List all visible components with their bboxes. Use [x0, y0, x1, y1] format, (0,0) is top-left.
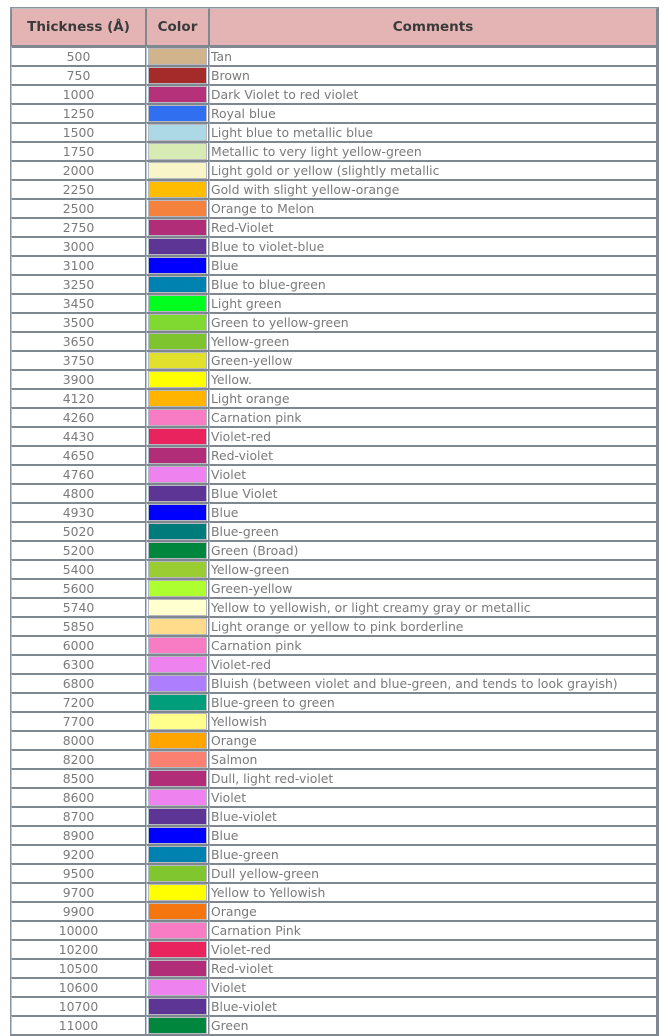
color-swatch — [148, 846, 207, 863]
comment-cell: Yellow-green — [209, 331, 657, 350]
thickness-cell: 2000 — [11, 160, 146, 179]
color-cell — [146, 312, 209, 331]
color-swatch — [148, 314, 207, 331]
thickness-cell: 8600 — [11, 787, 146, 806]
comment-cell: Yellow to Yellowish — [209, 882, 657, 901]
table-row — [11, 578, 657, 597]
color-swatch — [148, 960, 207, 977]
color-cell — [146, 559, 209, 578]
color-swatch — [148, 941, 207, 958]
color-swatch — [148, 656, 207, 673]
color-cell — [146, 768, 209, 787]
color-cell — [146, 958, 209, 977]
thickness-cell: 8900 — [11, 825, 146, 844]
thickness-cell: 10500 — [11, 958, 146, 977]
thickness-cell: 4430 — [11, 426, 146, 445]
table-row — [11, 521, 657, 540]
color-swatch — [148, 922, 207, 939]
color-cell — [146, 255, 209, 274]
color-cell — [146, 825, 209, 844]
table-row — [11, 350, 657, 369]
color-cell — [146, 407, 209, 426]
thickness-cell: 5400 — [11, 559, 146, 578]
table-row — [11, 540, 657, 559]
color-swatch — [148, 808, 207, 825]
color-cell — [146, 179, 209, 198]
thickness-cell: 10200 — [11, 939, 146, 958]
table-row — [11, 901, 657, 920]
comment-cell: Violet — [209, 464, 657, 483]
color-cell — [146, 46, 209, 65]
thickness-cell: 6300 — [11, 654, 146, 673]
color-cell — [146, 122, 209, 141]
color-cell — [146, 996, 209, 1015]
color-swatch — [148, 200, 207, 217]
color-cell — [146, 369, 209, 388]
thickness-color-table-container — [10, 7, 659, 1036]
color-swatch — [148, 580, 207, 597]
thickness-cell: 3100 — [11, 255, 146, 274]
comment-cell: Blue-green — [209, 521, 657, 540]
comment-cell: Dull yellow-green — [209, 863, 657, 882]
table-header-row — [11, 8, 657, 46]
color-cell — [146, 502, 209, 521]
thickness-cell: 8200 — [11, 749, 146, 768]
color-swatch — [148, 542, 207, 559]
thickness-cell: 3900 — [11, 369, 146, 388]
color-swatch — [148, 276, 207, 293]
color-cell — [146, 426, 209, 445]
color-cell — [146, 882, 209, 901]
thickness-cell: 5740 — [11, 597, 146, 616]
color-cell — [146, 730, 209, 749]
comment-cell: Gold with slight yellow-orange — [209, 179, 657, 198]
table-row — [11, 426, 657, 445]
color-swatch — [148, 523, 207, 540]
thickness-cell: 1250 — [11, 103, 146, 122]
thickness-cell: 6800 — [11, 673, 146, 692]
table-row — [11, 958, 657, 977]
table-row — [11, 711, 657, 730]
thickness-cell: 3750 — [11, 350, 146, 369]
comment-cell: Blue-violet — [209, 996, 657, 1015]
color-swatch — [148, 124, 207, 141]
header-comments: Comments — [209, 8, 657, 46]
table-row — [11, 141, 657, 160]
thickness-cell: 4760 — [11, 464, 146, 483]
color-swatch — [148, 751, 207, 768]
comment-cell: Orange to Melon — [209, 198, 657, 217]
thickness-cell: 5850 — [11, 616, 146, 635]
comment-cell: Blue to blue-green — [209, 274, 657, 293]
table-row — [11, 274, 657, 293]
color-swatch — [148, 504, 207, 521]
header-thickness: Thickness (Å) — [11, 8, 146, 46]
table-row — [11, 46, 657, 65]
table-row — [11, 692, 657, 711]
thickness-cell: 1750 — [11, 141, 146, 160]
comment-cell: Light orange — [209, 388, 657, 407]
color-cell — [146, 901, 209, 920]
table-row — [11, 483, 657, 502]
table-row — [11, 635, 657, 654]
comment-cell: Tan — [209, 46, 657, 65]
color-cell — [146, 217, 209, 236]
color-swatch — [148, 333, 207, 350]
color-swatch — [148, 789, 207, 806]
color-swatch — [148, 903, 207, 920]
comment-cell: Dull, light red-violet — [209, 768, 657, 787]
color-swatch — [148, 162, 207, 179]
color-swatch — [148, 637, 207, 654]
table-row — [11, 825, 657, 844]
thickness-cell: 5200 — [11, 540, 146, 559]
table-row — [11, 312, 657, 331]
color-swatch — [148, 466, 207, 483]
comment-cell: Yellow to yellowish, or light creamy gray or metallic — [209, 597, 657, 616]
thickness-cell: 3500 — [11, 312, 146, 331]
color-swatch — [148, 694, 207, 711]
table-row — [11, 122, 657, 141]
color-swatch — [148, 561, 207, 578]
table-row — [11, 1015, 657, 1034]
comment-cell: Green — [209, 1015, 657, 1034]
color-swatch — [148, 732, 207, 749]
comment-cell: Violet — [209, 977, 657, 996]
table-body — [11, 46, 657, 1034]
comment-cell: Violet-red — [209, 654, 657, 673]
color-cell — [146, 464, 209, 483]
color-cell — [146, 350, 209, 369]
color-cell — [146, 445, 209, 464]
table-row — [11, 293, 657, 312]
comment-cell: Light orange or yellow to pink borderline — [209, 616, 657, 635]
thickness-cell: 9200 — [11, 844, 146, 863]
color-swatch — [148, 67, 207, 84]
color-swatch — [148, 884, 207, 901]
color-swatch — [148, 827, 207, 844]
thickness-cell: 4120 — [11, 388, 146, 407]
table-row — [11, 198, 657, 217]
thickness-cell: 750 — [11, 65, 146, 84]
comment-cell: Dark Violet to red violet — [209, 84, 657, 103]
comment-cell: Yellow. — [209, 369, 657, 388]
color-cell — [146, 274, 209, 293]
thickness-cell: 9900 — [11, 901, 146, 920]
comment-cell: Light green — [209, 293, 657, 312]
table-row — [11, 445, 657, 464]
table-row — [11, 597, 657, 616]
color-swatch — [148, 219, 207, 236]
table-row — [11, 730, 657, 749]
comment-cell: Blue — [209, 255, 657, 274]
comment-cell: Violet-red — [209, 939, 657, 958]
thickness-cell: 2250 — [11, 179, 146, 198]
color-swatch — [148, 447, 207, 464]
comment-cell: Blue — [209, 502, 657, 521]
color-cell — [146, 65, 209, 84]
table-row — [11, 882, 657, 901]
comment-cell: Light blue to metallic blue — [209, 122, 657, 141]
color-cell — [146, 141, 209, 160]
color-cell — [146, 654, 209, 673]
thickness-cell: 10700 — [11, 996, 146, 1015]
comment-cell: Orange — [209, 901, 657, 920]
comment-cell: Royal blue — [209, 103, 657, 122]
comment-cell: Brown — [209, 65, 657, 84]
color-cell — [146, 806, 209, 825]
table-row — [11, 749, 657, 768]
thickness-cell: 1500 — [11, 122, 146, 141]
thickness-cell: 11000 — [11, 1015, 146, 1034]
header-color: Color — [146, 8, 209, 46]
thickness-cell: 8000 — [11, 730, 146, 749]
color-swatch — [148, 105, 207, 122]
color-cell — [146, 597, 209, 616]
color-swatch — [148, 409, 207, 426]
color-swatch — [148, 485, 207, 502]
comment-cell: Blue-green — [209, 844, 657, 863]
table-row — [11, 673, 657, 692]
table-row — [11, 331, 657, 350]
table-row — [11, 103, 657, 122]
comment-cell: Blue-green to green — [209, 692, 657, 711]
thickness-cell: 5020 — [11, 521, 146, 540]
color-cell — [146, 1015, 209, 1034]
color-swatch — [148, 390, 207, 407]
color-cell — [146, 483, 209, 502]
color-cell — [146, 293, 209, 312]
table-row — [11, 787, 657, 806]
color-cell — [146, 331, 209, 350]
table-row — [11, 806, 657, 825]
color-swatch — [148, 48, 207, 65]
comment-cell: Blue — [209, 825, 657, 844]
table-row — [11, 388, 657, 407]
thickness-cell: 4650 — [11, 445, 146, 464]
color-cell — [146, 198, 209, 217]
color-cell — [146, 863, 209, 882]
table-row — [11, 654, 657, 673]
color-cell — [146, 540, 209, 559]
color-swatch — [148, 998, 207, 1015]
color-cell — [146, 635, 209, 654]
comment-cell: Green to yellow-green — [209, 312, 657, 331]
table-row — [11, 179, 657, 198]
color-cell — [146, 236, 209, 255]
thickness-cell: 500 — [11, 46, 146, 65]
table-row — [11, 844, 657, 863]
color-swatch — [148, 86, 207, 103]
color-swatch — [148, 428, 207, 445]
color-cell — [146, 673, 209, 692]
color-cell — [146, 977, 209, 996]
color-swatch — [148, 599, 207, 616]
table-row — [11, 863, 657, 882]
thickness-cell: 3000 — [11, 236, 146, 255]
thickness-cell: 9700 — [11, 882, 146, 901]
color-cell — [146, 521, 209, 540]
comment-cell: Carnation pink — [209, 635, 657, 654]
color-cell — [146, 844, 209, 863]
color-swatch — [148, 979, 207, 996]
comment-cell: Carnation Pink — [209, 920, 657, 939]
color-swatch — [148, 618, 207, 635]
color-cell — [146, 749, 209, 768]
table-row — [11, 407, 657, 426]
comment-cell: Violet — [209, 787, 657, 806]
comment-cell: Light gold or yellow (slightly metallic — [209, 160, 657, 179]
table-row — [11, 768, 657, 787]
table-row — [11, 160, 657, 179]
thickness-cell: 10600 — [11, 977, 146, 996]
color-cell — [146, 160, 209, 179]
comment-cell: Orange — [209, 730, 657, 749]
color-cell — [146, 692, 209, 711]
table-row — [11, 977, 657, 996]
color-swatch — [148, 238, 207, 255]
table-row — [11, 369, 657, 388]
thickness-cell: 10000 — [11, 920, 146, 939]
color-swatch — [148, 675, 207, 692]
color-cell — [146, 711, 209, 730]
color-cell — [146, 388, 209, 407]
comment-cell: Red-violet — [209, 958, 657, 977]
comment-cell: Green (Broad) — [209, 540, 657, 559]
thickness-cell: 4260 — [11, 407, 146, 426]
comment-cell: Yellowish — [209, 711, 657, 730]
color-swatch — [148, 295, 207, 312]
comment-cell: Metallic to very light yellow-green — [209, 141, 657, 160]
table-row — [11, 920, 657, 939]
table-row — [11, 996, 657, 1015]
comment-cell: Green-yellow — [209, 350, 657, 369]
comment-cell: Red-violet — [209, 445, 657, 464]
color-swatch — [148, 371, 207, 388]
thickness-cell: 3450 — [11, 293, 146, 312]
color-swatch — [148, 770, 207, 787]
comment-cell: Red-Violet — [209, 217, 657, 236]
table-row — [11, 236, 657, 255]
color-cell — [146, 939, 209, 958]
color-cell — [146, 578, 209, 597]
color-swatch — [148, 143, 207, 160]
thickness-cell: 2750 — [11, 217, 146, 236]
table-row — [11, 65, 657, 84]
comment-cell: Bluish (between violet and blue-green, and tends to look grayish) — [209, 673, 657, 692]
color-cell — [146, 103, 209, 122]
color-cell — [146, 84, 209, 103]
thickness-cell: 4930 — [11, 502, 146, 521]
table-row — [11, 616, 657, 635]
comment-cell: Violet-red — [209, 426, 657, 445]
table-row — [11, 217, 657, 236]
comment-cell: Green-yellow — [209, 578, 657, 597]
thickness-cell: 8500 — [11, 768, 146, 787]
comment-cell: Yellow-green — [209, 559, 657, 578]
thickness-cell: 8700 — [11, 806, 146, 825]
color-swatch — [148, 352, 207, 369]
thickness-color-table — [10, 7, 659, 1036]
thickness-cell: 7200 — [11, 692, 146, 711]
thickness-cell: 6000 — [11, 635, 146, 654]
thickness-cell: 1000 — [11, 84, 146, 103]
comment-cell: Blue Violet — [209, 483, 657, 502]
color-swatch — [148, 1017, 207, 1034]
thickness-cell: 7700 — [11, 711, 146, 730]
color-cell — [146, 920, 209, 939]
color-cell — [146, 616, 209, 635]
color-swatch — [148, 181, 207, 198]
comment-cell: Blue-violet — [209, 806, 657, 825]
thickness-cell: 3650 — [11, 331, 146, 350]
thickness-cell: 3250 — [11, 274, 146, 293]
table-row — [11, 84, 657, 103]
color-swatch — [148, 257, 207, 274]
color-swatch — [148, 713, 207, 730]
thickness-cell: 5600 — [11, 578, 146, 597]
color-cell — [146, 787, 209, 806]
thickness-cell: 4800 — [11, 483, 146, 502]
thickness-cell: 2500 — [11, 198, 146, 217]
table-row — [11, 939, 657, 958]
table-row — [11, 559, 657, 578]
comment-cell: Blue to violet-blue — [209, 236, 657, 255]
table-row — [11, 464, 657, 483]
table-row — [11, 502, 657, 521]
thickness-cell: 9500 — [11, 863, 146, 882]
comment-cell: Salmon — [209, 749, 657, 768]
color-swatch — [148, 865, 207, 882]
table-row — [11, 255, 657, 274]
comment-cell: Carnation pink — [209, 407, 657, 426]
